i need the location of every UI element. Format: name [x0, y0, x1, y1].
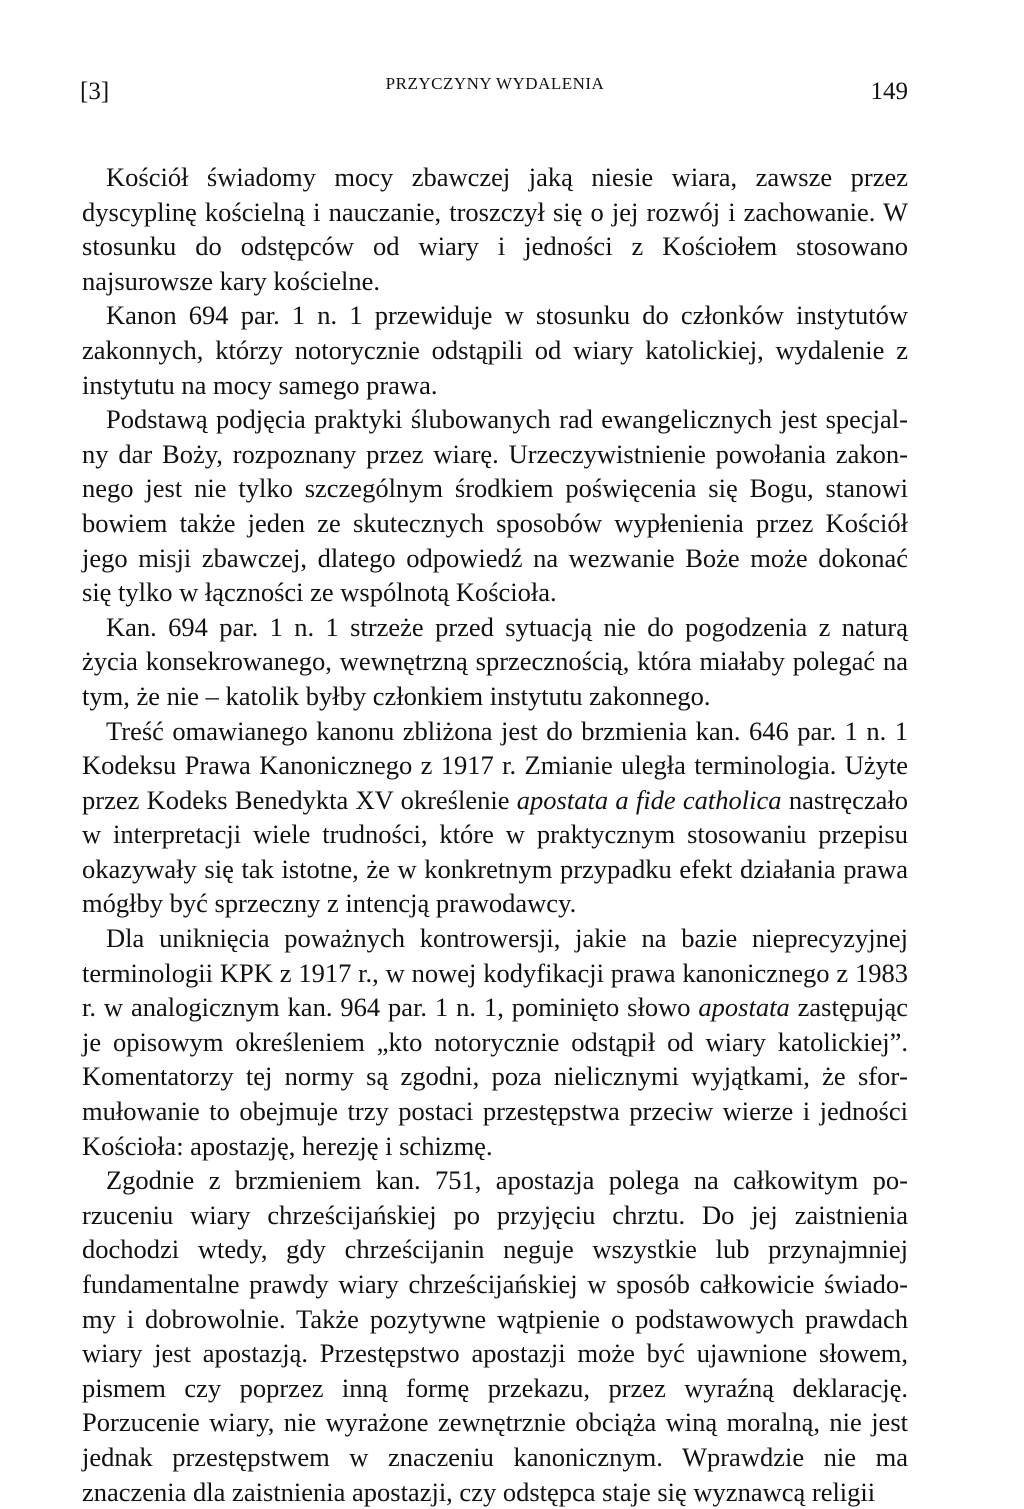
running-title: PRZYCZYNY WYDALENIA	[385, 74, 605, 93]
paragraph	[82, 714, 908, 922]
paragraph-text: Dla uniknięcia poważnych kontrowersji, jakie na bazie nieprecyzyjnej terminologii KPK z 1917 r., w nowej kodyfikacji prawa kanonicznego z 1983 r. w analogicznym kan. 964 par. 1 n. 1, pominięto słowo	[82, 923, 908, 1023]
paragraph: Zgodnie z brzmieniem kan. 751, apostazja polega na całkowitym porzuceniu wiary chrześcijańskiej po przyjęciu chrztu. Do jej zaistnienia dochodzi wtedy, gdy chrześcijanin neguje wszystkie lub przynajmniej fundamentalne prawdy wiary chrześcijańskiej w sposób całkowicie świadomy i dobrowolnie. Także pozytywne wątpienie o podstawowych prawdach wiary jest apostazją. Przestępstwo apostazji może być ujawnione słowem, pismem czy poprzez inną formę przekazu, przez wyraźną deklarację. Porzucenie wiary, nie wyrażone zewnętrznie obciąża winą moralną, nie jest jednak przestępstwem w znaczeniu kanonicznym. Wprawdzie nie ma znaczenia dla zaistnienia apostazji, czy odstępca staje się wyznawcą religii	[82, 1165, 908, 1507]
latin-term: apostata a fide catholica	[516, 784, 782, 815]
paragraph-text: Treść omawianego kanonu zbliżona jest do brzmienia kan. 646 par. 1 n. 1 Kodeksu Prawa Kanonicznego z 1917 r. Zmianie uległa terminologia. Użyte przez Kodeks Benedykta XV określenie	[82, 715, 908, 815]
paragraph: Kan. 694 par. 1 n. 1 strzeże przed sytuacją nie do pogodzenia z naturą życia konsekrowanego, wewnętrzną sprzecznością, która miałaby polegać na tym, że nie – katolik byłby członkiem instytutu zakonnego.	[82, 611, 908, 711]
paragraph: Kościół świadomy mocy zbawczej jaką niesie wiara, zawsze przez dyscyplinę kościelną i nauczanie, troszczył się o jej rozwój i zachowanie. W stosunku do odstępców od wiary i jedności z Kościołem stosowano najsurowsze kary kościelne.	[82, 162, 908, 296]
book-page	[82, 64, 908, 1509]
body-text	[82, 160, 908, 1509]
paragraph: Podstawą podjęcia praktyki ślubowanych rad ewangelicznych jest specjalny dar Boży, rozpoznany przez wiarę. Urzeczywistnienie powołania zakonnego jest nie tylko szczególnym środkiem poświęcenia się Bogu, stanowi bowiem także jeden ze skutecznych sposobów wypłenienia przez Kościół jego misji zbawczej, dlatego odpowiedź na wezwanie Boże może dokonać się tylko w łączności ze wspólnotą Kościoła.	[82, 404, 908, 608]
latin-term: apostata	[698, 992, 790, 1023]
paragraph	[82, 921, 908, 1163]
section-number: [3]	[80, 78, 110, 105]
paragraph-text: nastręczało w interpretacji wiele trudności, które w praktycznym stosowaniu przepisu okazywały się tak istotne, że w konkretnym przypadku efekt działania prawa mógłby być sprzeczny z intencją prawodawcy.	[82, 784, 908, 919]
paragraph-text: zastępując je opisowym określeniem „kto notorycznie odstąpił od wiary katolickiej”. Komentatorzy tej normy są zgodni, poza nielicznymi wyjątkami, że sformułowanie to obejmuje trzy postaci przestępstwa przeciw wierze i jedności Kościoła: apostazję, herezję i schizmę.	[82, 992, 908, 1161]
running-head	[82, 64, 908, 108]
paragraph: Kanon 694 par. 1 n. 1 przewiduje w stosunku do członków instytutów zakonnych, którzy notorycznie odstąpili od wiary katolickiej, wydalenie z instytutu na mocy samego prawa.	[82, 300, 908, 400]
page-number: 149	[870, 78, 908, 105]
